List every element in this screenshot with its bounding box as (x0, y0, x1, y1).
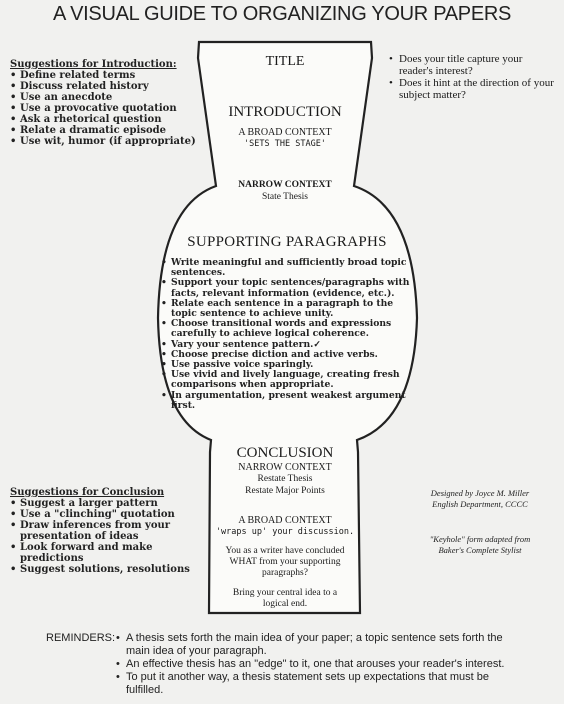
writer-question-line: You as a writer have concluded (225, 546, 345, 556)
conclusion-heading: CONCLUSION (236, 445, 334, 461)
list-item: • Use passive voice sparingly. (161, 360, 411, 370)
list-item: • Choose transitional words and expressions carefully to achieve logical coherence. (161, 319, 411, 339)
list-item: • Use a provocative quotation (10, 103, 200, 114)
list-item: • In argumentation, present weakest argument first. (161, 391, 411, 411)
list-item: • An effective thesis has an "edge" to it, one that arouses your reader's interest. (116, 658, 516, 671)
intro-sets-stage: 'SETS THE STAGE' (244, 139, 326, 149)
supporting-list (161, 258, 411, 411)
conclusion-narrow-context: NARROW CONTEXT (238, 462, 332, 473)
intro-state-thesis: State Thesis (261, 192, 308, 202)
title-questions (389, 53, 557, 101)
list-item: • To put it another way, a thesis statement sets up expectations that must be fulfilled. (116, 671, 516, 697)
list-item: • Look forward and make predictions (10, 542, 196, 564)
list-item: • Ask a rhetorical question (10, 114, 200, 125)
page-title: A VISUAL GUIDE TO ORGANIZING YOUR PAPERS (52, 3, 512, 25)
list-item: • Suggest solutions, resolutions (10, 564, 196, 575)
intro-broad-context: A BROAD CONTEXT (238, 127, 332, 138)
credits-source (400, 534, 560, 556)
list-item: • Does your title capture your reader's interest? (389, 53, 557, 77)
conclusion-restate-points: Restate Major Points (245, 486, 325, 496)
list-item: • Write meaningful and sufficiently broad topic sentences. (161, 258, 411, 278)
list-item: • Relate each sentence in a paragraph to the topic sentence to achieve unity. (161, 299, 411, 319)
conclusion-suggestions (10, 487, 196, 575)
writer-question-line: paragraphs? (262, 568, 308, 578)
list-item: • Define related terms (10, 70, 200, 81)
intro-narrow-context: NARROW CONTEXT (238, 180, 332, 190)
intro-suggestions-heading: Suggestions for Introduction: (10, 59, 177, 70)
intro-suggestions (10, 59, 200, 147)
list-item: • Does it hint at the direction of your subject matter? (389, 77, 557, 101)
supporting-heading: SUPPORTING PARAGRAPHS (187, 234, 387, 250)
list-item: • Draw inferences from your presentation of ideas (10, 520, 196, 542)
reminders-label: REMINDERS: (46, 632, 116, 644)
list-item: • Use a "clinching" quotation (10, 509, 196, 520)
credit-line: English Department, CCCC (432, 499, 528, 509)
list-item: • Use vivid and lively language, creating fresh comparisons when appropriate. (161, 370, 411, 390)
title-label: TITLE (265, 54, 305, 69)
list-item: • Vary your sentence pattern.✓ (161, 340, 411, 350)
intro-heading: INTRODUCTION (228, 104, 342, 120)
credit-line: "Keyhole" form adapted from (429, 534, 531, 544)
writer-question-line: WHAT from your supporting (229, 557, 341, 567)
list-item: • Relate a dramatic episode (10, 125, 200, 136)
conclusion-broad-context: A BROAD CONTEXT (238, 515, 332, 526)
conclusion-wraps-up: 'wraps up' your discussion. (215, 527, 355, 537)
list-item: • Use wit, humor (if appropriate) (10, 136, 200, 147)
list-item: • Use an anecdote (10, 92, 200, 103)
conclusion-bring-idea (200, 588, 370, 610)
list-item: • Support your topic sentences/paragraphs with facts, relevant information (evidence, etc.). (161, 278, 411, 298)
credit-line: Designed by Joyce M. Miller (430, 488, 530, 498)
bring-idea-line: logical end. (262, 599, 308, 609)
list-item: • A thesis sets forth the main idea of your paper; a topic sentence sets forth the main idea of your paragraph. (116, 632, 516, 658)
credit-line: Baker's Complete Stylist (438, 545, 522, 555)
list-item: • Suggest a larger pattern (10, 498, 196, 509)
bring-idea-line: Bring your central idea to a (232, 588, 338, 598)
conclusion-restate-thesis: Restate Thesis (257, 474, 313, 484)
list-item: • Choose precise diction and active verbs. (161, 350, 411, 360)
list-item: • Discuss related history (10, 81, 200, 92)
credits-designer (400, 488, 560, 510)
conclusion-writer-question (200, 546, 370, 579)
conclusion-suggestions-heading: Suggestions for Conclusion (10, 487, 165, 498)
reminders-list (116, 632, 516, 697)
